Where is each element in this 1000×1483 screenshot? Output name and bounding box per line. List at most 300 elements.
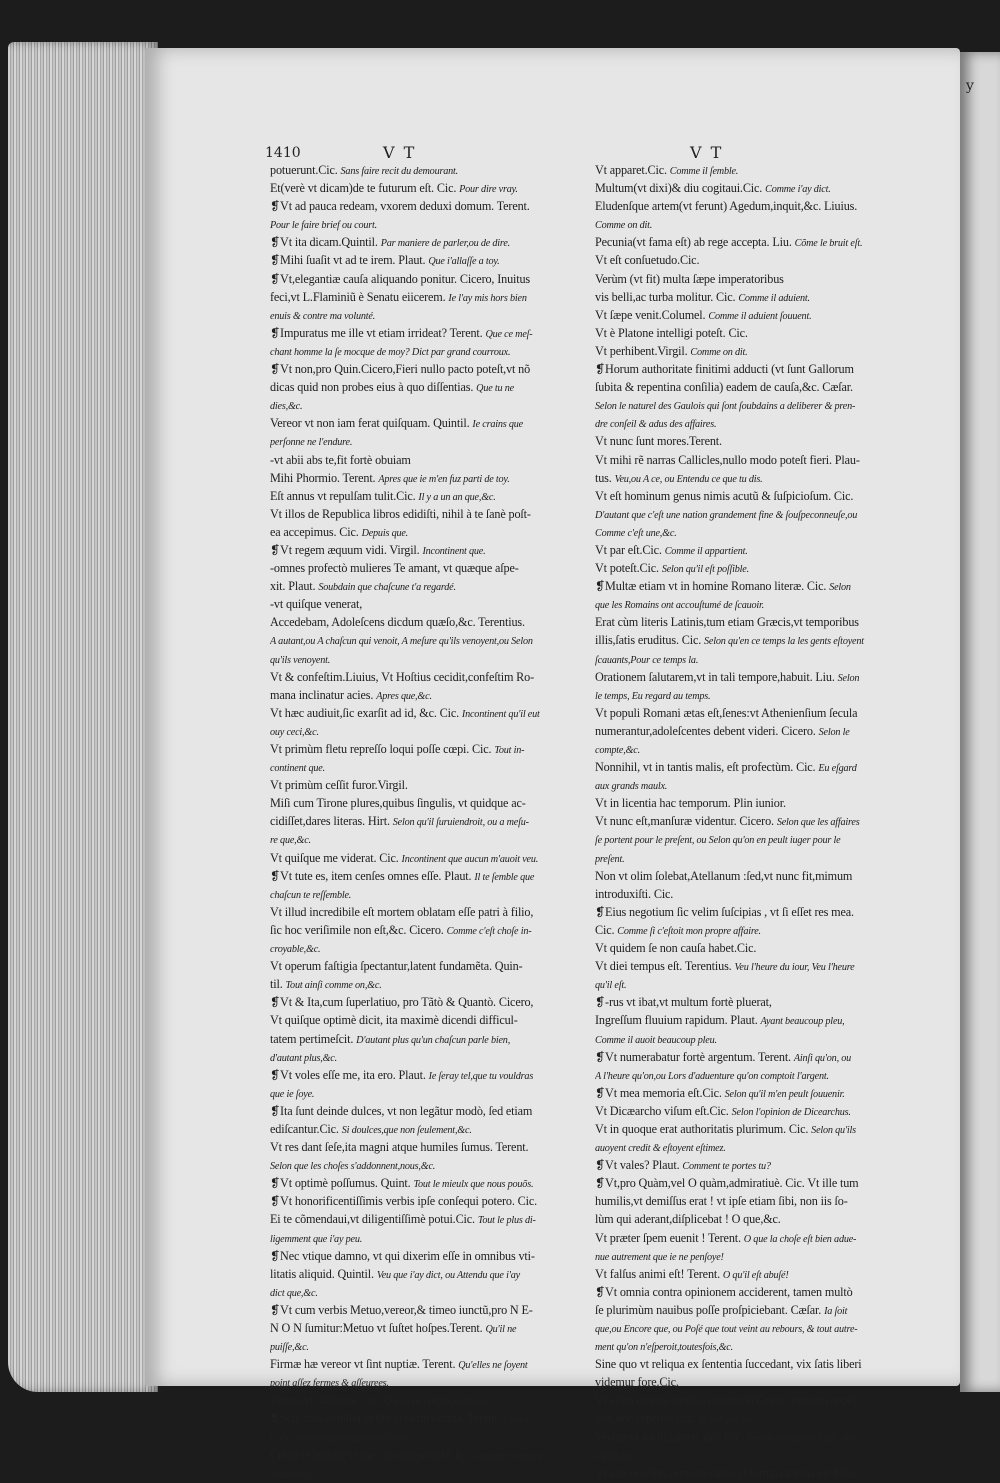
text-line	[270, 632, 588, 650]
text-line	[595, 1465, 903, 1483]
french-gloss: O que la choſe eſt bien adue-	[743, 1233, 857, 1245]
french-gloss: ouy ceci,&c.	[270, 726, 319, 738]
french-gloss: ſe portent pour le preſent, ou Selon qu'on en peult iuger pour le	[595, 835, 841, 847]
french-gloss: Ie crains que	[472, 419, 523, 431]
latin-text: ❡Vt voles eſſe me, ita ero. Plaut.	[270, 1067, 429, 1082]
text-line	[270, 1175, 588, 1193]
latin-text: ❡Vt honorificentiſſimis verbis ipſe conſequi potero. Cic.	[270, 1194, 538, 1209]
text-line	[270, 922, 588, 940]
latin-text: Vt nunc eſt,manſuræ videntur. Cicero.	[595, 814, 777, 829]
text-line	[270, 216, 588, 234]
french-gloss: Qu'elles ne ſoyent	[458, 1360, 528, 1372]
latin-text: Vt primùm ceſſit furor.Virgil.	[270, 778, 408, 793]
latin-text: Vt diei tempus eſt. Terentius.	[595, 959, 735, 974]
latin-text: ❡Vt ad pauca redeam, vxorem deduxi domum. Terent.	[270, 199, 530, 214]
text-line	[270, 542, 588, 560]
french-gloss: Selon qu'il ſuruiendroit, ou a meſu-	[392, 817, 529, 829]
text-line	[595, 1302, 903, 1320]
latin-text: Vt apparet.Cic.	[595, 163, 670, 177]
french-gloss: croyable,&c.	[270, 944, 321, 956]
text-line	[595, 1012, 903, 1030]
french-gloss: Selon qu'il eſt poſſible.	[661, 564, 749, 576]
text-line	[595, 506, 903, 524]
text-line	[595, 162, 903, 180]
latin-text: ❡Vt,elegantiæ cauſa aliquando ponitur. Cicero, Inuitus	[270, 271, 531, 286]
french-gloss: Pour le faire brief ou court.	[270, 220, 378, 232]
text-line	[270, 1392, 588, 1410]
text-line	[595, 976, 903, 994]
text-line	[595, 669, 903, 687]
text-line	[595, 1193, 903, 1211]
text-line	[595, 542, 903, 560]
latin-text: ❡Vt tute es, item cenſes omnes eſſe. Plaut.	[270, 868, 475, 883]
latin-text: Nonnihil, vt in tantis malis, eſt profectùm. Cic.	[595, 760, 819, 775]
latin-text: lent,non reperies.Cic.	[595, 1411, 699, 1426]
french-gloss: Comme il ſemble.	[669, 166, 739, 177]
text-line	[270, 560, 588, 578]
text-line	[270, 1193, 588, 1211]
french-gloss: auoyent credit & eſtoyent eſtimez.	[595, 1143, 726, 1155]
text-line	[595, 759, 903, 777]
french-gloss: Selon l'opinion de Dicearchus.	[731, 1106, 851, 1118]
french-gloss: Selon le naturel des Gaulois qui ſont ſoubdains a deliberer & pren-	[595, 401, 856, 413]
french-gloss: Ie l'ay mis hors bien	[448, 292, 527, 304]
text-line	[595, 1447, 903, 1465]
latin-text: ❡Mihi ſuaſit vt ad te irem. Plaut.	[270, 253, 429, 268]
text-line	[595, 994, 903, 1012]
french-gloss: Selon	[829, 582, 851, 594]
text-line	[270, 1266, 588, 1284]
left-column	[270, 162, 588, 1483]
latin-text: Credo te audiſſe vt me circunſteterint.Cic.	[270, 1447, 470, 1462]
french-gloss: Par maniere de parler,ou de dire.	[380, 238, 510, 250]
french-gloss: Ie ſeray tel,que tu vouldras	[428, 1070, 534, 1082]
french-gloss: ment qu'on n'eſperoit,toutesfois,&c.	[595, 1342, 733, 1354]
french-gloss: Que ce meſ-	[485, 328, 533, 340]
french-gloss: Selon que les affaires	[776, 817, 860, 829]
text-line	[270, 614, 588, 632]
latin-text: cidiſſet,dares literas. Hirt.	[270, 814, 393, 829]
text-line	[270, 234, 588, 252]
text-line	[595, 433, 903, 451]
text-line	[595, 1284, 903, 1302]
french-gloss: enuironné.	[270, 1468, 312, 1480]
french-gloss: Il y a un an que,&c.	[418, 491, 496, 503]
text-line	[270, 777, 588, 795]
book-page-edges	[8, 42, 158, 1392]
text-line	[270, 723, 588, 741]
french-gloss: que les Romains ont accouſtumé de ſcauoir.	[595, 600, 764, 612]
latin-text: ❡Multæ etiam vt in homine Romano literæ. Cic.	[595, 579, 830, 594]
latin-text: Vt quiſque optimè dicit, ita maximè dicendi difficul-	[270, 1013, 518, 1028]
text-line	[595, 813, 903, 831]
text-line	[270, 1031, 588, 1049]
text-line	[595, 180, 903, 198]
page-number: 1410	[265, 145, 301, 161]
latin-text: Vt hæc audiuit,ſic exarſit ad id, &c. Cic.	[270, 705, 462, 720]
text-line	[595, 415, 903, 433]
text-line	[270, 1049, 588, 1067]
french-gloss: Comme ſi c'eſtoit mon propre affaire.	[617, 925, 761, 937]
latin-text: tus.	[595, 470, 615, 485]
french-gloss: Selon le	[818, 726, 850, 738]
text-line	[595, 1248, 903, 1266]
text-line	[270, 1139, 588, 1157]
french-gloss: Qu'il ne	[485, 1324, 517, 1335]
text-line	[595, 632, 903, 650]
text-line	[270, 415, 588, 433]
text-line	[595, 488, 903, 506]
latin-text: Vereor vt non iam ferat quiſquam. Quintil.	[270, 416, 473, 431]
french-gloss: Selon qu'il m'en peult ſouuenir.	[724, 1088, 845, 1100]
french-gloss: Ainſi qu'on, ou	[793, 1052, 852, 1064]
french-gloss: Comme on dit.	[595, 220, 653, 232]
text-line	[270, 180, 588, 198]
latin-text: ❡Vt & Ita,cum ſuperlatiuo, pro Tãtò & Quantò. Cicero,	[270, 995, 534, 1010]
text-line	[595, 922, 903, 940]
latin-text: Vt enim quæras omnia, quomodo Græci ineptum appel-	[595, 1393, 860, 1408]
text-line	[595, 795, 903, 813]
text-line	[270, 1121, 588, 1139]
text-line	[595, 1139, 903, 1157]
text-line	[595, 343, 903, 361]
text-line	[270, 831, 588, 849]
latin-text: ❡Vt mea memoria eſt.Cic.	[595, 1085, 725, 1100]
french-gloss: nue autrement que ie ne penſoye!	[595, 1251, 724, 1263]
latin-text: Vt mihi rẽ narras Callicles,nullo modo poteſt fieri. Plau-	[595, 452, 860, 467]
text-line	[595, 1067, 903, 1085]
latin-text: Vt quidem ſe non cauſa habet.Cic.	[595, 941, 757, 956]
french-gloss: Selon qu'en ce temps la les gents eſtoyent	[704, 636, 864, 648]
french-gloss: teſſois,&c.	[595, 1450, 636, 1462]
latin-text: dicas quid non probes eius à quo diſſentias.	[270, 380, 477, 395]
text-line	[270, 1356, 588, 1374]
french-gloss: A autant,ou A chaſcun qui venoit, A meſure qu'ils venoyent,ou Selon	[270, 636, 533, 648]
french-gloss: D'autant que c'eſt une nation grandement fine & ſouſpeconneuſe,ou	[595, 509, 858, 521]
latin-text: Vt & confeſtim.Liuius, Vt Hoſtius cecidit,confeſtim Ro-	[270, 669, 535, 684]
text-line	[270, 379, 588, 397]
text-line	[270, 433, 588, 451]
text-line	[595, 741, 903, 759]
text-line	[595, 470, 903, 488]
text-line	[595, 1356, 903, 1374]
text-line	[595, 1266, 903, 1284]
french-gloss: Comẽt	[503, 1414, 529, 1426]
french-gloss: Veu que i'ay dict, ou Attendu que i'ay	[376, 1269, 520, 1281]
french-gloss: puiſſe,&c.	[270, 1342, 309, 1354]
french-gloss: compte,&c.	[595, 745, 640, 756]
french-gloss: Comme il auoit beaucoup pleu.	[595, 1034, 717, 1046]
latin-text: ❡Vt ita dicam.Quintil.	[270, 235, 381, 250]
french-gloss: ſcauants,Pour ce temps la.	[595, 654, 699, 666]
latin-text: ea accepimus. Cic.	[270, 524, 362, 539]
text-line	[595, 289, 903, 307]
text-line	[595, 1338, 903, 1356]
latin-text: Vt perhibent.Virgil.	[595, 343, 691, 358]
text-line	[270, 289, 588, 307]
french-gloss: chant homme la ſe mocque de moy? Dict par grand courroux.	[270, 346, 511, 358]
french-gloss: Pour dire vray.	[459, 184, 518, 196]
latin-text: ❡Vt cum verbis Metuo,vereor,& timeo iunctũ,pro N E-	[270, 1302, 533, 1317]
latin-text: Vt è Platone intelligi poteſt. Cic.	[595, 325, 748, 340]
text-line	[595, 252, 903, 270]
text-line	[595, 1175, 903, 1193]
latin-text: litatis aliquid. Quintil.	[270, 1266, 377, 1281]
text-line	[595, 524, 903, 542]
french-gloss: Selon	[837, 672, 860, 684]
text-line	[270, 578, 588, 596]
text-line	[270, 741, 588, 759]
french-gloss: ligemment que i'ay peu.	[270, 1233, 363, 1245]
french-gloss: enuis & contre ma volunté.	[270, 310, 376, 322]
french-gloss: Tout in-	[494, 745, 525, 756]
latin-text: ſe plurimùm nauibus poſſe proſpiciebant. Cæſar.	[595, 1302, 825, 1317]
latin-text: Vt falſus animi eſt! Terent.	[595, 1266, 723, 1281]
text-line	[270, 1465, 588, 1483]
latin-text: Vt Dicæarcho viſum eſt.Cic.	[595, 1103, 732, 1118]
text-line	[270, 452, 588, 470]
text-line	[270, 470, 588, 488]
text-line	[270, 1103, 588, 1121]
text-line	[270, 1248, 588, 1266]
text-line	[270, 904, 588, 922]
french-gloss: Incontinent qu'il eut	[461, 708, 540, 720]
latin-text: til.	[270, 977, 286, 992]
french-gloss: Selon que les choſes s'addonnent,nous,&c.	[270, 1161, 436, 1173]
text-line	[595, 1085, 903, 1103]
latin-text: ❡Ita ſunt deinde dulces, vt non legãtur modò, ſed etiam	[270, 1103, 533, 1118]
french-gloss: Ia ſoit que,&c.	[698, 1414, 756, 1426]
french-gloss: dict que,&c.	[270, 1287, 318, 1299]
text-line	[270, 325, 588, 343]
french-gloss: Cõme le bruit eſt.	[794, 238, 863, 250]
right-column	[595, 162, 903, 1483]
text-line	[270, 307, 588, 325]
french-gloss: Apres que,&c.	[376, 690, 432, 702]
latin-text: Vt eſt hominum genus nimis acutũ & ſuſpicioſum. Cic.	[595, 488, 854, 503]
text-line	[270, 1211, 588, 1229]
french-gloss: Si doulces,que non ſeulement,&c.	[341, 1124, 472, 1136]
latin-text: Mihi Phormio. Terent.	[270, 470, 379, 485]
french-gloss: Il te ſemble que	[474, 871, 535, 883]
latin-text: -vt abii abs te,fit fortè obuiam	[270, 452, 411, 467]
french-gloss: Sans faire recit du demourant.	[340, 166, 458, 177]
french-gloss: A l'heure qu'on,ou Lors d'aduenture qu'on comptoit l'argent.	[595, 1070, 829, 1082]
text-line	[270, 651, 588, 669]
french-gloss: O qu'il eſt abuſé!	[722, 1269, 789, 1281]
text-line	[595, 886, 903, 904]
latin-text: ❡Vt regem æquum vidi. Virgil.	[270, 542, 423, 557]
latin-text: ❡Scis mea conſilia vt tibi credam omnia. Terent.	[270, 1411, 504, 1426]
latin-text: Vt res dant ſeſe,ita magni atque humiles ſumus. Terent.	[270, 1140, 529, 1155]
text-line	[595, 958, 903, 976]
text-line	[595, 216, 903, 234]
french-gloss: dies,&c.	[270, 401, 303, 413]
latin-text: Miſi cum Tirone plures,quibus ſingulis, vt quidque ac-	[270, 796, 526, 811]
latin-text: Vt primùm fletu repreſſo loqui poſſe cœpi. Cic.	[270, 742, 495, 756]
text-line	[595, 904, 903, 922]
text-line	[595, 379, 903, 397]
text-line	[595, 234, 903, 252]
text-line	[270, 271, 588, 289]
text-line	[595, 687, 903, 705]
text-line	[595, 1049, 903, 1067]
french-gloss: que ie ſoye.	[270, 1088, 315, 1100]
latin-text: Accedebam, Adoleſcens dicdum quæſo,&c. Terentius.	[270, 615, 525, 630]
running-head-right: V T	[690, 143, 724, 162]
latin-text: N O N ſumitur:Metuo vt ſuſtet hoſpes.Terent.	[270, 1321, 486, 1335]
text-line	[595, 560, 903, 578]
french-gloss: Soubdain que chaſcune t'a regardé.	[318, 582, 456, 594]
latin-text: numerantur,adoleſcentes debent videri. Cicero.	[595, 723, 819, 738]
latin-text: tatem pertimeſcit.	[270, 1031, 357, 1046]
french-gloss: Comment ils m'ont	[469, 1450, 543, 1462]
text-line	[270, 1447, 588, 1465]
latin-text: potuerunt.Cic.	[270, 163, 341, 177]
french-gloss: Comment te portes tu?	[682, 1161, 771, 1173]
latin-text: ❡Eius negotium ſic velim ſuſcipias , vt ſi eſſet res mea.	[595, 904, 854, 919]
text-line	[595, 777, 903, 795]
text-line	[595, 614, 903, 632]
french-gloss: continent que.	[270, 763, 325, 775]
latin-text: Vt illud incredibile eſt mortem oblatam eſſe patri à filio,	[270, 904, 534, 919]
french-gloss: Que tu ne puiſſes ſouſtenir.	[383, 1396, 487, 1408]
latin-text: feci,vt L.Flaminiũ è Senatu eiicerem.	[270, 289, 449, 304]
latin-text: illis,ſatis eruditus. Cic.	[595, 633, 705, 648]
text-line	[595, 578, 903, 596]
french-gloss: Comme c'eſt une,&c.	[595, 527, 677, 539]
text-line	[595, 361, 903, 379]
latin-text: ❡Vt optimè poſſumus. Quint.	[270, 1176, 414, 1191]
text-line	[595, 831, 903, 849]
latin-text: introduxiſti. Cic.	[595, 886, 674, 901]
latin-text: ❡Vt omnia contra opinionem acciderent, tamen multò	[595, 1284, 853, 1299]
text-line	[270, 524, 588, 542]
french-gloss: dre conſeil & adus des affaires.	[595, 419, 717, 431]
french-gloss: Pren le cas qu'ainſi ſoit , tou-	[746, 1432, 860, 1444]
text-line	[595, 705, 903, 723]
french-gloss: Ayant beaucoup pleu,	[760, 1016, 845, 1028]
facing-page-edge	[960, 52, 1000, 1392]
french-gloss: Comme il aduient.	[738, 292, 810, 304]
latin-text: -omnes profectò mulieres Te amant, vt quæque aſpe-	[270, 561, 519, 576]
latin-text: Multum(vt dixi)& diu cogitaui.Cic.	[595, 181, 766, 196]
latin-text: Orationem ſalutarem,vt in tali tempore,habuit. Liu.	[595, 669, 838, 684]
french-gloss: qu'ils venoyent.	[270, 654, 331, 666]
latin-text: Verùm vt ita ſit,tamen, &c. Cic.	[595, 1429, 747, 1444]
latin-text: Et(verè vt dicam)de te futurum eſt. Cic.	[270, 181, 460, 196]
latin-text: ſic hoc veriſimile non eſt,&c. Cicero.	[270, 922, 447, 937]
latin-text: -vt quiſque venerat,	[270, 597, 363, 612]
french-gloss: Selon qu'ils	[811, 1124, 856, 1136]
text-line	[270, 1320, 588, 1338]
text-line	[270, 1230, 588, 1248]
latin-text: Vt ſæpe venit.Columel.	[595, 307, 709, 322]
french-gloss: Incontinent que aucun m'auoit veu.	[401, 853, 539, 865]
latin-text: Vt in quoque erat authoritatis plurimum. Cic.	[595, 1121, 812, 1136]
french-gloss: preſent.	[595, 853, 625, 865]
french-gloss: aux grands maulx.	[595, 781, 668, 793]
french-gloss: Comme i'ay dict.	[765, 184, 831, 196]
text-line	[270, 198, 588, 216]
latin-text: Vt populi Romani ætas eſt,ſenes:vt Athenienſium ſecula	[595, 705, 858, 720]
text-line	[270, 1302, 588, 1320]
text-line	[270, 669, 588, 687]
text-line	[595, 940, 903, 958]
text-line	[270, 1085, 588, 1103]
latin-text: ❡-rus vt ibat,vt multum fortè pluerat,	[595, 995, 772, 1010]
text-line	[595, 1429, 903, 1447]
french-gloss: chaſcun te reſſemble.	[270, 889, 352, 901]
text-line	[595, 1374, 903, 1392]
french-gloss: Que tu ne	[476, 383, 514, 395]
latin-text: Vt nunc ſunt mores.Terent.	[595, 434, 722, 449]
text-line	[270, 795, 588, 813]
french-gloss: Ia ſoit	[824, 1305, 848, 1317]
text-line	[595, 307, 903, 325]
text-line	[270, 506, 588, 524]
text-line	[595, 1031, 903, 1049]
text-line	[595, 1211, 903, 1229]
text-line	[595, 868, 903, 886]
french-gloss: Veu l'heure du iour, Veu l'heure	[734, 962, 855, 974]
text-line	[270, 687, 588, 705]
text-line	[270, 994, 588, 1012]
latin-text: vis belli,ac turba molitur. Cic.	[595, 289, 739, 304]
latin-text: Timeo vt ſuſtineas. Cic.	[270, 1393, 384, 1408]
text-line	[595, 596, 903, 614]
french-gloss: que,ou Encore que, ou Poſé que tout veint au rebours, & tout autre-	[595, 1324, 858, 1335]
latin-text: Erat cùm literis Latinis,tum etiam Græcis,vt temporibus	[595, 615, 859, 630]
text-line	[595, 723, 903, 741]
latin-text: Eſt annus vt repulſam tulit.Cic.	[270, 488, 419, 503]
text-line	[270, 705, 588, 723]
latin-text: ſubita & repentina conſilia) eadem de cauſa,&c. Cæſar.	[595, 380, 853, 395]
text-line	[270, 596, 588, 614]
latin-text: Vt in licentia hac temporum. Plin iunior.	[595, 796, 786, 811]
latin-text: Firmæ hæ vereor vt ſint nuptiæ. Terent.	[270, 1357, 459, 1372]
latin-text: xit. Plaut.	[270, 579, 319, 594]
french-gloss: Comme on dit.	[690, 346, 748, 358]
french-gloss: re que,&c.	[270, 835, 311, 847]
latin-text: Vt præter ſpem euenit ! Terent.	[595, 1230, 744, 1245]
french-gloss: point aſſez fermes & aſſeurees.	[270, 1378, 389, 1390]
french-gloss: le temps, Eu regard au temps.	[595, 690, 711, 702]
text-line	[595, 1410, 903, 1428]
text-line	[595, 198, 903, 216]
text-line	[595, 850, 903, 868]
text-line	[595, 397, 903, 415]
text-line	[270, 1067, 588, 1085]
french-gloss: Comme il aduient ſouuent.	[708, 310, 812, 322]
french-gloss: ie t'ay communiqué touts mes ſecrets.	[270, 1432, 415, 1444]
latin-text: Vt operum faſtigia ſpectantur,latent fundamẽta. Quin-	[270, 959, 523, 974]
text-line	[595, 1121, 903, 1139]
french-gloss: perſonne ne l'endure.	[270, 437, 353, 449]
french-gloss: Tout le plus di-	[477, 1215, 536, 1227]
text-line	[270, 958, 588, 976]
french-gloss: Comme il appartient.	[664, 545, 748, 557]
text-line	[595, 1103, 903, 1121]
text-line	[270, 1284, 588, 1302]
latin-text: videmur fore.Cic.	[595, 1375, 679, 1390]
french-gloss: Apres que ie m'en fuz parti de toy.	[378, 473, 510, 485]
latin-text: humilis,vt demiſſus erat ! vt ipſe etiam ſibi, non iis ſo-	[595, 1194, 848, 1209]
facing-page-mark: y	[966, 78, 974, 94]
latin-text: ❡Vt non,pro Quin.Cicero,Fieri nullo pacto poteſt,vt nõ	[270, 362, 531, 377]
text-line	[595, 1157, 903, 1175]
latin-text: Eludenſque artem(vt ferunt) Agedum,inquit,&c. Liuius.	[595, 199, 858, 214]
